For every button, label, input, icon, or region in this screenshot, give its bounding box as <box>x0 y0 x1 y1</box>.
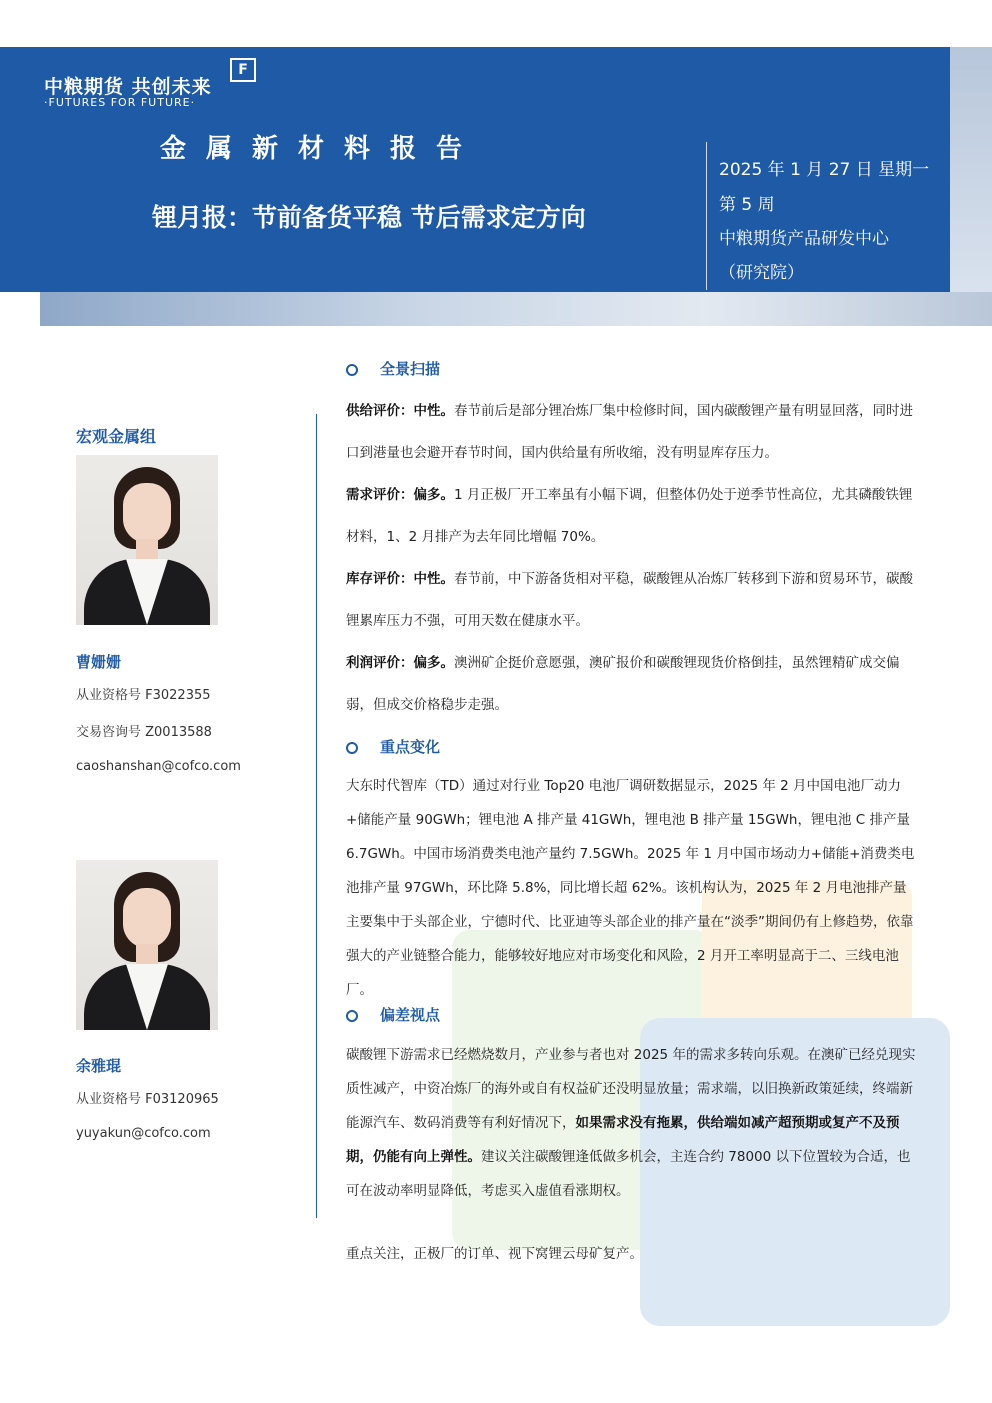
report-title: 锂月报：节前备货平稳 节后需求定方向 <box>152 203 586 232</box>
section-heading-changes: 重点变化 <box>346 736 440 757</box>
demand-assessment: 需求评价：偏多。1 月正极厂开工率虽有小幅下调，但整体仍处于逆季节性高位，尤其磷酸铁锂材料，1、2 月排产为去年同比增幅 70%。 <box>346 487 913 545</box>
report-date: 2025 年 1 月 27 日 星期一 <box>719 160 930 180</box>
analyst-name: 余雅琨 <box>76 1057 122 1075</box>
analyst-email[interactable]: yuyakun@cofco.com <box>76 1126 211 1141</box>
analyst-photo-1 <box>76 455 218 625</box>
report-week: 第 5 周 <box>719 195 775 215</box>
company-logo-text: 中粮期货 共创未来 <box>44 76 212 98</box>
header-divider <box>706 142 707 290</box>
inventory-assessment: 库存评价：中性。春节前，中下游备货相对平稳，碳酸锂从冶炼厂转移到下游和贸易环节，碳酸锂累库压力不强，可用天数在健康水平。 <box>346 571 913 629</box>
analyst-email[interactable]: caoshanshan@cofco.com <box>76 759 241 774</box>
analyst-license: 从业资格号 F3022355 <box>76 688 211 703</box>
company-logo-icon: F <box>230 58 256 82</box>
column-divider <box>316 414 317 1218</box>
section-heading-views: 偏差视点 <box>346 1004 440 1025</box>
section-heading-overview: 全景扫描 <box>346 358 440 379</box>
bullet-circle-icon <box>346 742 358 754</box>
report-org: 中粮期货产品研发中心 <box>719 229 889 249</box>
bullet-circle-icon <box>346 364 358 376</box>
analyst-license: 从业资格号 F03120965 <box>76 1092 219 1107</box>
analyst-consult-number: 交易咨询号 Z0013588 <box>76 725 212 740</box>
report-type: 金属新材料报告 <box>160 134 483 164</box>
analyst-photo-2 <box>76 860 218 1030</box>
focus-note: 重点关注，正极厂的订单、视下窝锂云母矿复产。 <box>346 1246 643 1262</box>
supply-assessment: 供给评价：中性。春节前后是部分锂冶炼厂集中检修时间，国内碳酸锂产量有明显回落，同时进口到港量也会避开春节时间，国内供给量有所收缩，没有明显库存压力。 <box>346 403 913 461</box>
profit-assessment: 利润评价：偏多。澳洲矿企挺价意愿强，澳矿报价和碳酸锂现货价格倒挂，虽然锂精矿成交偏弱，但成交价格稳步走强。 <box>346 655 900 713</box>
company-logo-slogan: ·FUTURES FOR FUTURE· <box>44 96 196 109</box>
analyst-name: 曹姗姗 <box>76 653 122 671</box>
header-image-strip <box>40 292 992 326</box>
bullet-circle-icon <box>346 1010 358 1022</box>
header-banner-fade <box>950 47 992 292</box>
deviation-view-text: 碳酸锂下游需求已经燃烧数月，产业参与者也对 2025 年的需求多转向乐观。在澳矿已经兑现实质性减产，中资冶炼厂的海外或自有权益矿还没明显放量；需求端，以旧换新政策延续，终端新能源汽车、数码消费等有利好情况下，如果需求没有拖累，供给端如减产超预期或复产不及预期，仍能有向上弹性。建议关注碳酸锂逢低做多机会，主连合约 78000 以下位置较为合适，也可在波动率明显降低，考虑买入虚值看涨期权。 <box>346 1047 916 1199</box>
key-changes-text: 大东时代智库（TD）通过对行业 Top20 电池厂调研数据显示，2025 年 2 月中国电池厂动力+储能产量 90GWh；锂电池 A 排产量 41GWh，锂电池 B 排产量 15GWh，锂电池 C 排产量 6.7GWh。中国市场消费类电池产量约 7.5GWh。2025 年 1 月中国市场动力+储能+消费类电池排产量 97GWh，环比降 5.8%，同比增长超 62%。该机构认为，2025 年 2 月电池排产量主要集中于头部企业，宁德时代、比亚迪等头部企业的排产量在“淡季”期间仍有上修趋势，依靠强大的产业链整合能力，能够较好地应对市场变化和风险，2 月开工率明显高于二、三线电池厂。 <box>346 778 915 998</box>
team-name: 宏观金属组 <box>76 427 157 446</box>
report-org-sub: （研究院） <box>719 263 804 283</box>
